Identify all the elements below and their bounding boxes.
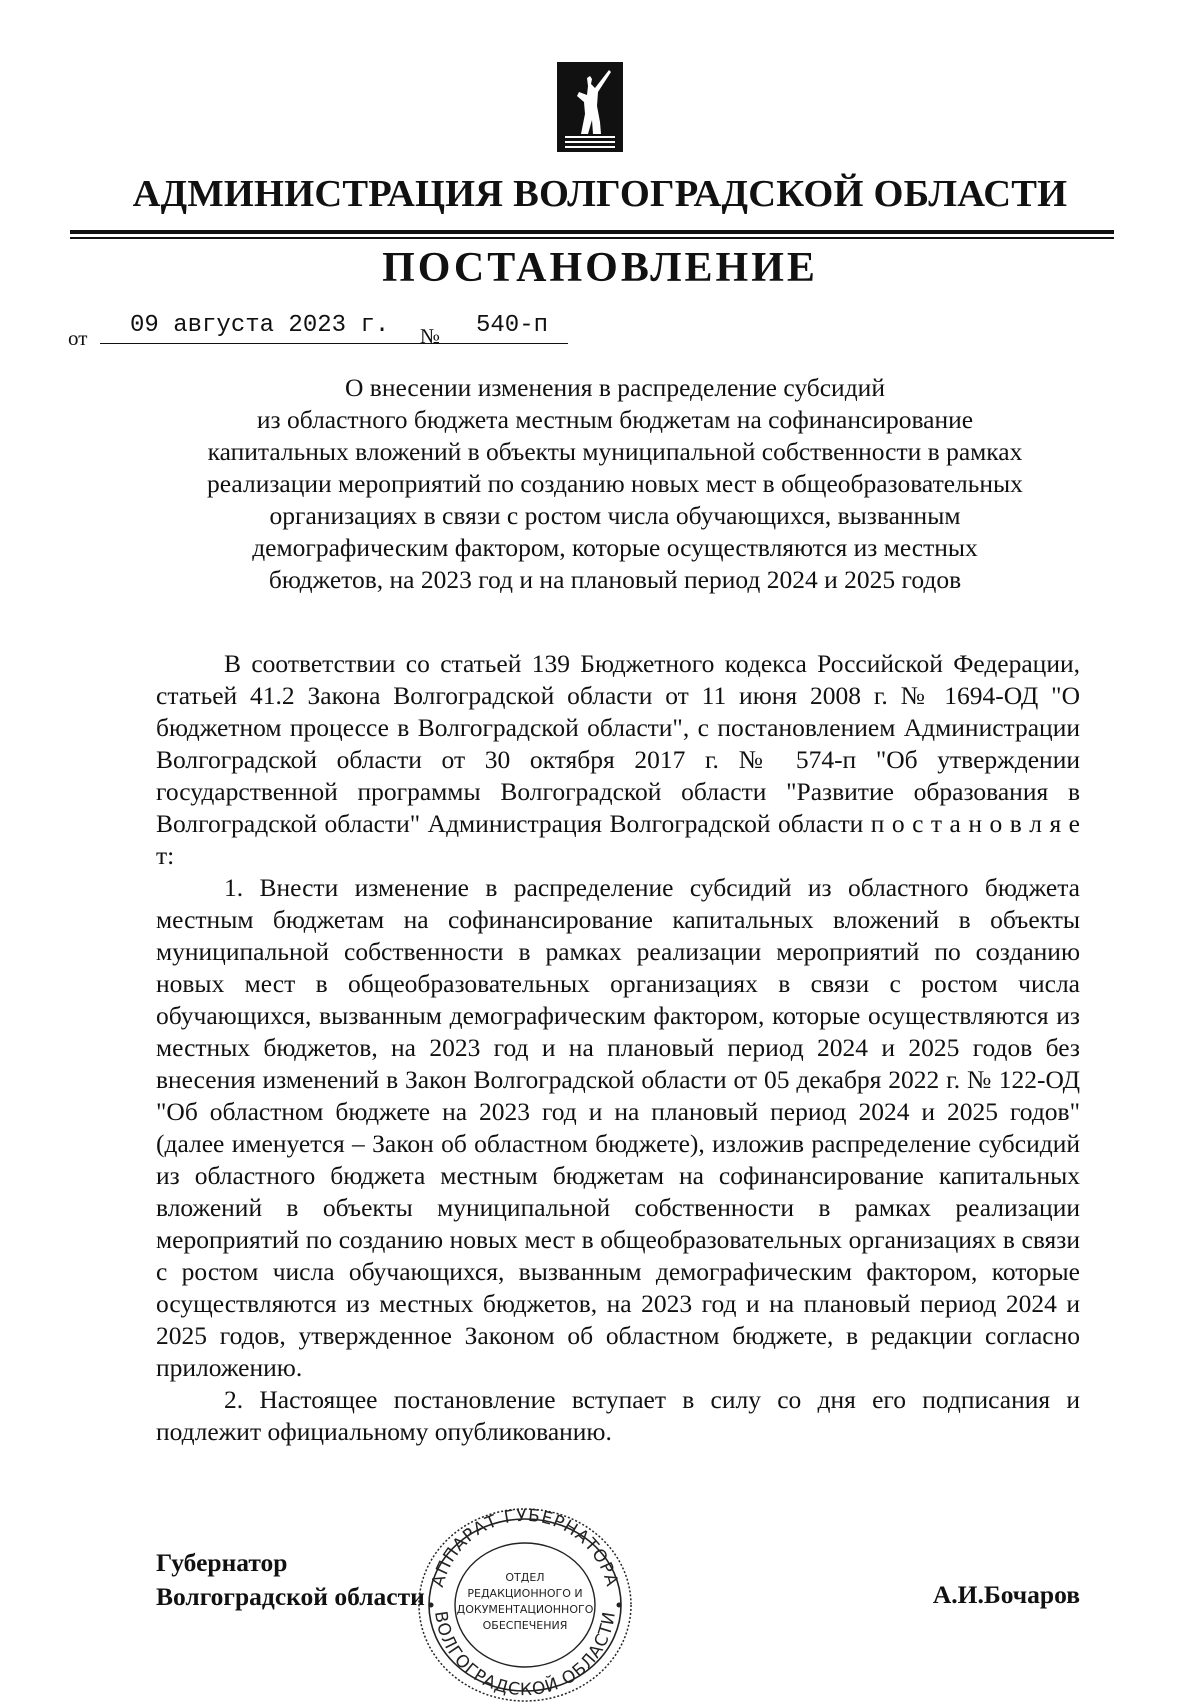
subject-line: О внесении изменения в распределение субсидий (345, 373, 885, 402)
document-date: 09 августа 2023 г. (100, 312, 470, 344)
subject-line: капитальных вложений в объекты муниципальной собственности в рамках (207, 437, 1023, 466)
volgograd-coat-of-arms-icon (557, 62, 623, 152)
resolves-word: п о с т а н о в л я е т: (156, 809, 1080, 870)
item-1-paragraph: 1. Внести изменение в распределение субсидий из областного бюджета местным бюджетам на софинансирование капитальных вложений в объекты муниципальной собственности в рамках реализации мероприятий по созданию новых мест в общеобразовательных организациях в связи с ростом числа обучающихся, вызванным демографическим фактором, которые осуществляются из местных бюджетов, на 2023 год и на плановый период 2024 и 2025 годов без внесения изменений в Закон Волгоградской области от 05 декабря 2022 г. № 122-ОД "Об областном бюджете на 2023 год и на плановый период 2024 и 2025 годов" (далее именуется – Закон об областном бюджете), изложив распределение субсидий из областного бюджета местным бюджетам на софинансирование капитальных вложений в объекты муниципальной собственности в рамках реализации мероприятий по созданию новых мест в общеобразовательных организациях в связи с ростом числа обучающихся, вызванным демографическим фактором, которые осуществляются из местных бюджетов, на 2023 год и на плановый период 2024 и 2025 годов, утвержденное Законом об областном бюджете, в редакции согласно приложению. (156, 873, 1080, 1382)
document-type: ПОСТАНОВЛЕНИЕ (382, 245, 818, 291)
signatory-name: А.И.Бочаров (932, 1580, 1080, 1609)
stamp-top-text: АППАРАТ ГУБЕРНАТОРА (428, 1505, 622, 1590)
subject-line: реализации мероприятий по созданию новых мест в общеобразовательных (207, 469, 1023, 498)
signatory-title (156, 1546, 425, 1614)
subject-line: организациях в связи с ростом числа обучающихся, вызванным (269, 501, 961, 530)
subject-line: бюджетов, на 2023 год и на плановый период 2024 и 2025 годов (268, 565, 962, 594)
item-2-paragraph: 2. Настоящее постановление вступает в силу со дня его подписания и подлежит официальному опубликованию. (156, 1385, 1080, 1446)
preamble-text: В соответствии со статьей 139 Бюджетного кодекса Российской Федерации, статьей 41.2 Закона Волгоградской области от 11 июня 2008 г. № 1694-ОД "О бюджетном процессе в Волгоградской области", с постановлением Администрации Волгоградской области от 30 октября 2017 г. № 574-п "Об утверждении государственной программы Волгоградской области "Развитие образования в Волгоградской области" Администрация Волгоградской области (156, 649, 1080, 838)
document-number: 540-п (446, 312, 568, 344)
signatory-title-line: Волгоградской области (156, 1582, 425, 1611)
date-prefix: от (68, 326, 88, 350)
header-rule-thick (70, 230, 1114, 234)
dateline (68, 308, 588, 348)
signatory-title-line: Губернатор (156, 1548, 288, 1577)
subject-line: демографическим фактором, которые осуществляются из местных (252, 533, 978, 562)
preamble-paragraph (156, 648, 1080, 872)
organization-name: АДМИНИСТРАЦИЯ ВОЛГОГРАДСКОЙ ОБЛАСТИ (132, 173, 1068, 215)
stamp-bottom-text: ВОЛГОГРАДСКОЙ ОБЛАСТИ (430, 1609, 620, 1701)
stamp-center-line: РЕДАКЦИОННОГО И (467, 1587, 583, 1600)
document-body (156, 648, 1080, 1448)
number-sign: № (420, 324, 441, 348)
stamp-center-line: ОБЕСПЕЧЕНИЯ (482, 1619, 568, 1632)
header-rule-thin (70, 237, 1114, 239)
stamp-center-line: ОТДЕЛ (505, 1571, 545, 1584)
document-subject (140, 372, 1090, 596)
subject-line: из областного бюджета местным бюджетам на софинансирование (256, 405, 974, 434)
official-seal-icon (413, 1505, 637, 1705)
stamp-center-line: ДОКУМЕНТАЦИОННОГО (456, 1603, 594, 1616)
